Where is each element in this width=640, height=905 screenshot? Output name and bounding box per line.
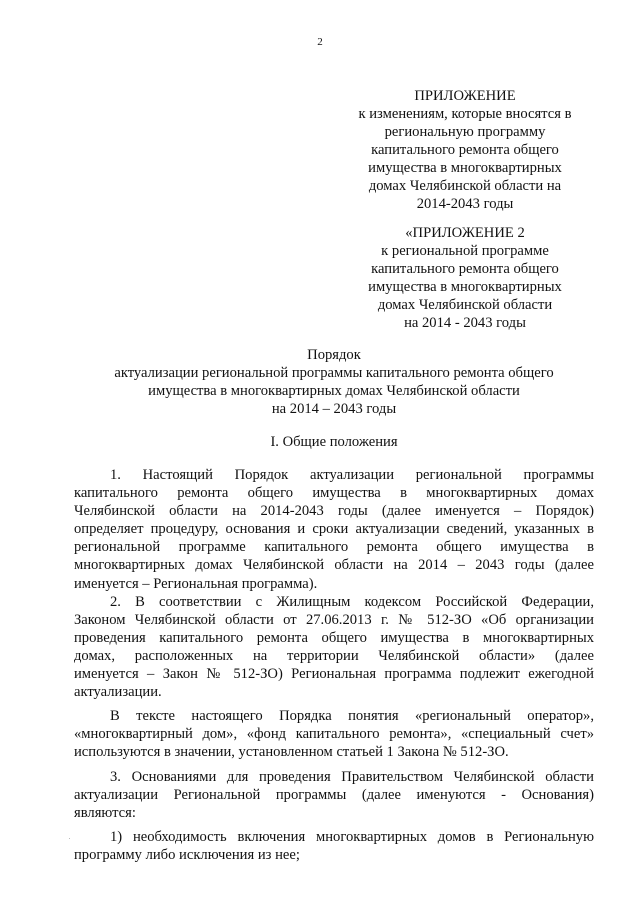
paragraph-line: Законом Челябинской области от 27.06.2013 г. № 512-ЗО «Об организации: [74, 611, 594, 628]
paragraph-line: являются:: [74, 804, 136, 821]
paragraph-5: [74, 828, 594, 864]
appendix-2-line: имущества в многоквартирных: [368, 279, 562, 295]
appendix-line: домах Челябинской области на: [368, 178, 562, 194]
paragraph-4: [74, 768, 594, 822]
title-line: Порядок: [307, 347, 361, 363]
paragraph-line: именуется – Закон № 512-ЗО) Региональная программа подлежит ежегодной: [74, 666, 594, 683]
paragraph-line: 3. Основаниями для проведения Правительством Челябинской области: [110, 768, 594, 785]
appendix-line: 2014-2043 годы: [416, 196, 514, 212]
document-body: [74, 466, 594, 864]
document-title: [60, 346, 608, 418]
title-line: имущества в многоквартирных домах Челябинской области: [148, 383, 520, 399]
paragraph-line: программу либо исключения из нее;: [74, 846, 300, 863]
paragraph-line: Челябинской области на 2014-2043 годы (далее именуется – Порядок): [74, 503, 594, 520]
appendix-2-line: капитального ремонта общего: [371, 261, 559, 277]
title-line: актуализации региональной программы капитального ремонта общего: [114, 365, 554, 381]
page-number: 2: [317, 36, 323, 48]
appendix-title: ПРИЛОЖЕНИЕ: [414, 88, 516, 104]
paragraph-line: 2. В соответствии с Жилищным кодексом Российской Федерации,: [110, 593, 594, 610]
appendix-line: имущества в многоквартирных: [368, 160, 562, 176]
appendix-2-line: домах Челябинской области: [377, 297, 553, 313]
appendix-2-heading-block: [352, 224, 578, 332]
paragraph-line: определяет процедуру, основания и сроки актуализации сведений, указанных в: [74, 521, 594, 538]
appendix-line: к изменениям, которые вносятся в: [358, 106, 572, 122]
paragraph-1: [74, 466, 594, 593]
section-heading: I. Общие положения: [270, 434, 398, 450]
appendix-2-line: к региональной программе: [381, 243, 549, 259]
paragraph-2: [74, 593, 594, 702]
paragraph-line: В тексте настоящего Порядка понятия «региональный оператор»,: [110, 708, 594, 725]
paragraph-line: актуализации.: [74, 684, 162, 701]
paragraph-line: «многоквартирный дом», «фонд капитального ремонта», «специальный счет»: [74, 726, 594, 743]
paragraph-line: используются в значении, установленном статьей 1 Закона № 512-ЗО.: [74, 744, 509, 761]
paragraph-line: 1) необходимость включения многоквартирных домов в Региональную: [110, 828, 594, 845]
paragraph-3: [74, 707, 594, 761]
paragraph-line: актуализации Региональной программы (далее именуются - Основания): [74, 786, 594, 803]
paragraph-line: домах, расположенных на территории Челябинской области» (далее: [74, 647, 594, 664]
paragraph-line: 1. Настоящий Порядок актуализации региональной программы: [110, 467, 594, 483]
appendix-2-line: на 2014 - 2043 годы: [404, 315, 526, 331]
title-line: на 2014 – 2043 годы: [271, 401, 397, 417]
paragraph-line: многоквартирных домах Челябинской области на 2014 – 2043 годы (далее: [74, 557, 594, 574]
paragraph-line: региональной программе капитального ремонта общего имущества в: [74, 539, 594, 556]
appendix-heading-block: [352, 87, 578, 213]
paragraph-line: проведения капитального ремонта общего имущества в многоквартирных: [74, 629, 594, 646]
appendix-line: капитального ремонта общего: [371, 142, 559, 158]
paragraph-line: именуется – Региональная программа).: [74, 575, 318, 592]
paragraph-line: капитального ремонта общего имущества в многоквартирных домах: [74, 485, 594, 502]
scan-speck: [69, 838, 70, 839]
appendix-line: региональную программу: [384, 124, 546, 140]
appendix-2-title: «ПРИЛОЖЕНИЕ 2: [405, 225, 525, 241]
